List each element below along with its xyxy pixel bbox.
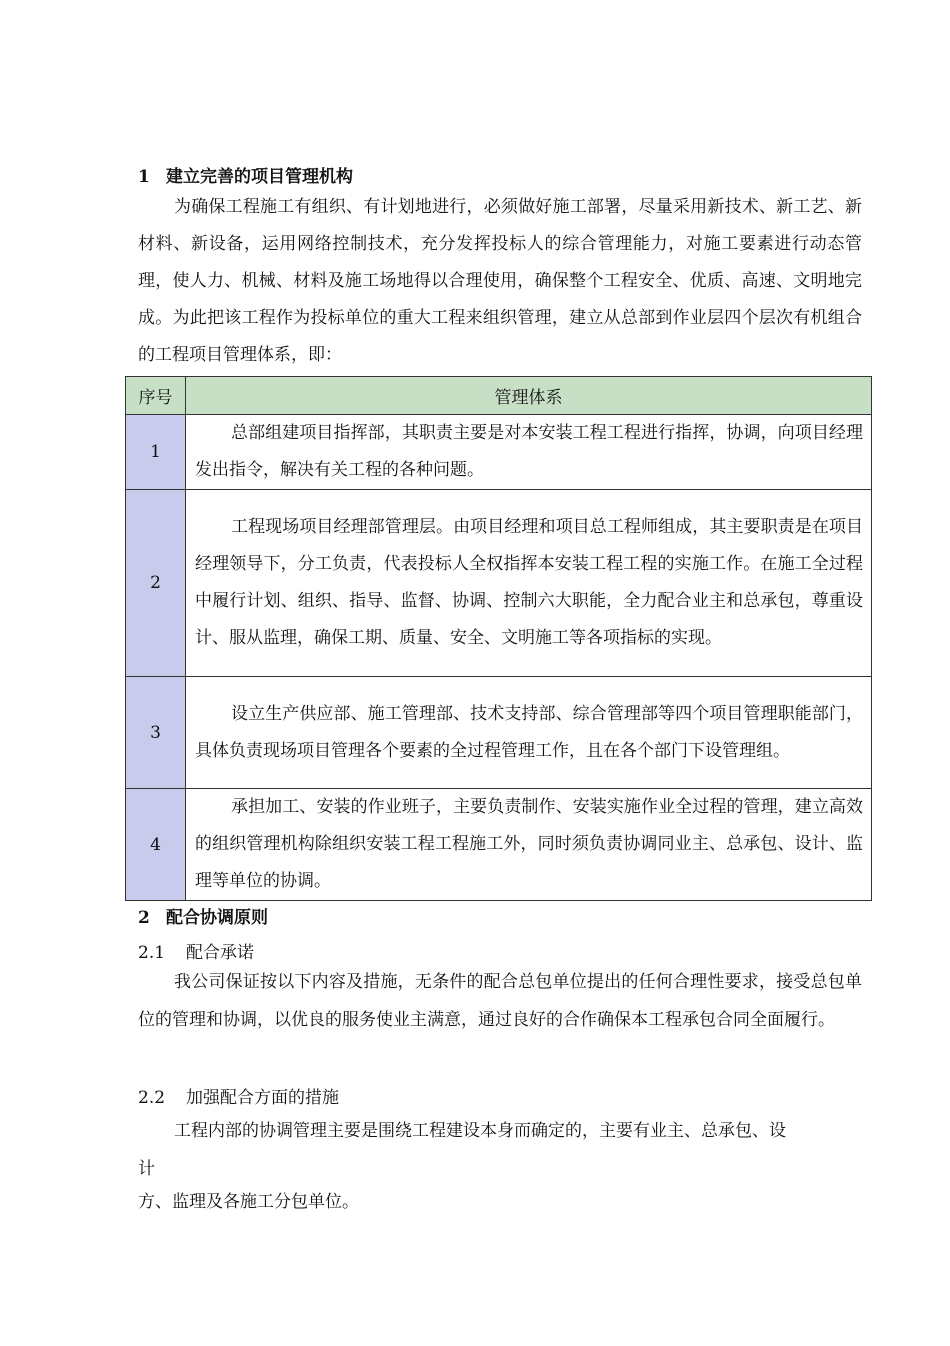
subsection-2-2-heading [138,1083,339,1108]
management-system-table [125,376,872,901]
row-text: 工程现场项目经理部管理层。由项目经理和项目总工程师组成，其主要职责是在项目经理领导下，分工负责，代表投标人全权指挥本安装工程工程的实施工作。在施工全过程中履行计划、组织、指导、监督、协调、控制六大职能，全力配合业主和总承包，尊重设计、服从监理，确保工期、质量、安全、文明施工等各项指标的实现。 [186,490,872,677]
subsection-2-1-title: 配合承诺 [186,943,254,963]
subsection-2-2-text-line-3: 方、监理及各施工分包单位。 [138,1192,359,1212]
row-text: 总部组建项目指挥部，其职责主要是对本安装工程工程进行指挥，协调，向项目经理发出指令，解决有关工程的各种问题。 [186,415,872,490]
section-2-heading [138,903,268,928]
section-1-heading [138,162,353,187]
subsection-2-1-text: 我公司保证按以下内容及措施，无条件的配合总包单位提出的任何合理性要求，接受总包单位的管理和协调，以优良的服务使业主满意，通过良好的合作确保本工程承包合同全面履行。 [138,972,862,1030]
section-1-intro: 为确保工程施工有组织、有计划地进行，必须做好施工部署，尽量采用新技术、新工艺、新材料、新设备，运用网络控制技术，充分发挥投标人的综合管理能力，对施工要素进行动态管理，使人力、机械、材料及施工场地得以合理使用，确保整个工程安全、优质、高速、文明地完成。为此把该工程作为投标单位的重大工程来组织管理，建立从总部到作业层四个层次有机组合的工程项目管理体系，即： [138,197,862,365]
section-2-number: 2 [138,908,150,928]
row-index: 2 [126,490,186,677]
subsection-2-2-text-line-2: 计 [138,1159,155,1179]
section-1-title: 建立完善的项目管理机构 [166,167,353,187]
table-row [126,415,872,490]
table-row [126,789,872,901]
row-text: 承担加工、安装的作业班子，主要负责制作、安装实施作业全过程的管理，建立高效的组织管理机构除组织安装工程工程施工外，同时须负责协调同业主、总承包、设计、监理等单位的协调。 [186,789,872,901]
header-index: 序号 [126,377,186,415]
subsection-2-2-text-line-1: 工程内部的协调管理主要是围绕工程建设本身而确定的，主要有业主、总承包、设 [174,1121,786,1141]
subsection-2-1-heading [138,938,254,963]
table-header-row [126,377,872,415]
row-index: 1 [126,415,186,490]
row-index: 3 [126,677,186,789]
subsection-2-1-number: 2.1 [138,943,166,963]
section-2-title: 配合协调原则 [166,908,268,928]
table-row [126,677,872,789]
row-index: 4 [126,789,186,901]
subsection-2-2-title: 加强配合方面的措施 [186,1088,339,1108]
subsection-2-2-number: 2.2 [138,1088,166,1108]
table-row [126,490,872,677]
header-system: 管理体系 [186,377,872,415]
row-text: 设立生产供应部、施工管理部、技术支持部、综合管理部等四个项目管理职能部门，具体负责现场项目管理各个要素的全过程管理工作，且在各个部门下设管理组。 [186,677,872,789]
section-1-number: 1 [138,167,150,187]
